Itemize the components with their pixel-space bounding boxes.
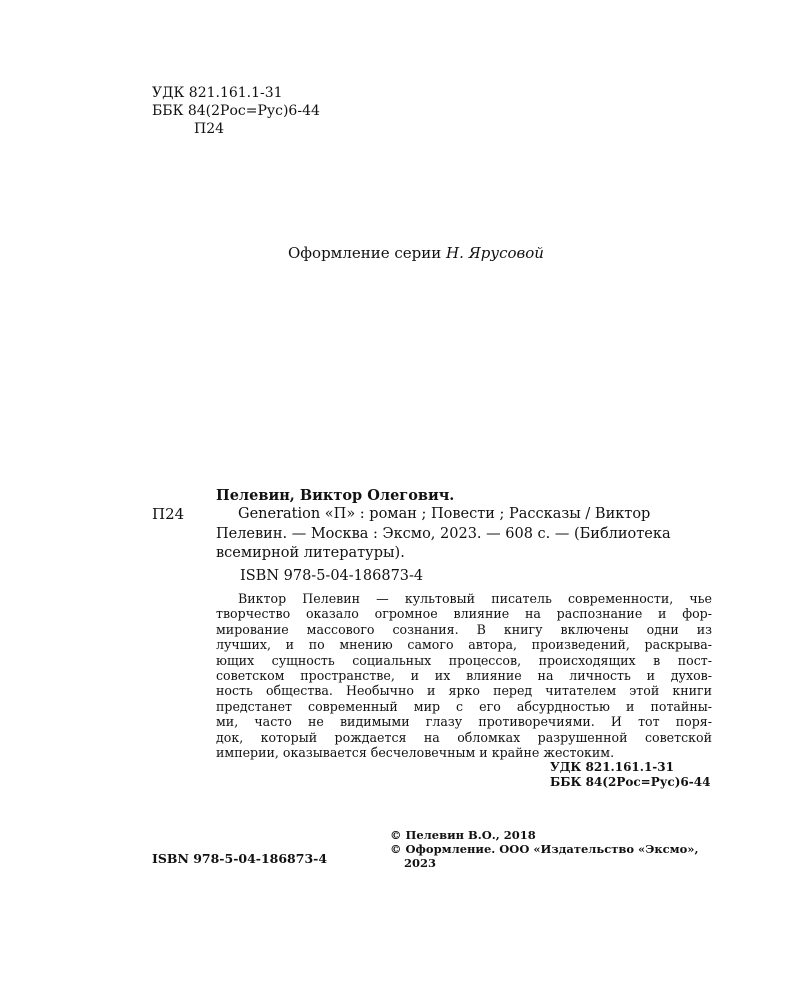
catalog-author-mark: П24 — [152, 505, 185, 523]
annotation-line: ность общества. Необычно и ярко перед читателем этой книги — [216, 683, 712, 699]
copyright-year: 2023 — [404, 856, 437, 870]
description-line: Generation «П» : роман ; Повести ; Рассказы / Виктор — [238, 506, 651, 522]
bottom-bbk-code: ББК 84(2Рос=Рус)6-44 — [550, 775, 711, 789]
annotation-line: империи, оказывается бесчеловечным и крайне жестоким. — [216, 745, 615, 761]
annotation-line: предстанет современный мир с его абсурдностью и потайны- — [216, 698, 712, 714]
copyright-block — [390, 828, 699, 870]
series-design-label: Оформление серии — [288, 244, 442, 262]
bibliographic-description — [216, 505, 712, 564]
annotation-line: Виктор Пелевин — культовый писатель современности, чье — [238, 591, 712, 606]
classification-block — [152, 84, 320, 138]
bottom-isbn: ISBN 978-5-04-186873-4 — [152, 851, 328, 866]
copyright-design: © Оформление. ООО «Издательство «Эксмо», — [390, 842, 699, 856]
udc-code: УДК 821.161.1-31 — [152, 85, 283, 101]
annotation-paragraph — [216, 591, 712, 760]
description-line: всемирной литературы). — [216, 545, 405, 561]
annotation-line: советском пространстве, и их влияние на личность и духов- — [216, 668, 712, 684]
series-design-credit — [288, 244, 544, 262]
copyright-author: © Пелевин В.О., 2018 — [390, 828, 536, 842]
annotation-line: лучших, и по мнению самого автора, произведений, раскрыва- — [216, 637, 712, 653]
author-heading: Пелевин, Виктор Олегович. — [216, 487, 455, 504]
bottom-udc-code: УДК 821.161.1-31 — [550, 760, 674, 774]
series-designer-name: Н. Ярусовой — [446, 244, 544, 262]
bottom-classification-block — [550, 760, 710, 790]
annotation-line: ющих сущность социальных процессов, происходящих в пост- — [216, 652, 712, 668]
isbn-record: ISBN 978-5-04-186873-4 — [240, 568, 424, 584]
annotation-line: творчество оказало огромное влияние на распознание и фор- — [216, 606, 712, 622]
annotation-line: мирование массового сознания. В книгу включены одни из — [216, 621, 712, 637]
author-mark: П24 — [194, 121, 225, 137]
annotation-line: ми, часто не видимыми глазу противоречиями. И тот поря- — [216, 714, 712, 730]
description-line: Пелевин. — Москва : Эксмо, 2023. — 608 с. — (Библиотека — [216, 525, 671, 542]
bbk-code: ББК 84(2Рос=Рус)6-44 — [152, 103, 320, 119]
annotation-line: док, который рождается на обломках разрушенной советской — [216, 729, 712, 745]
